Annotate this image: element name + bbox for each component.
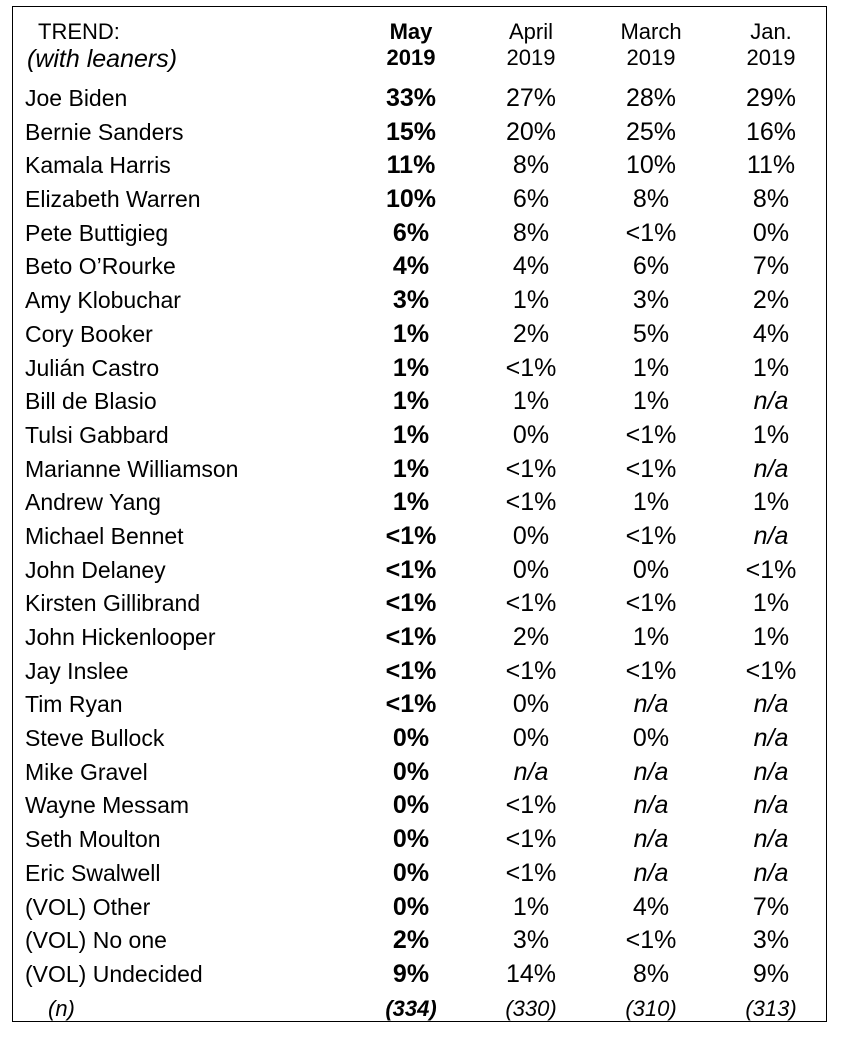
table-cell: 0% [392, 892, 430, 921]
table-cell: 1% [392, 454, 430, 483]
table-cell: 3% [632, 286, 670, 315]
candidate-name: Michael Bennet [25, 522, 184, 549]
column-header-jan [716, 19, 826, 71]
table-row [13, 958, 826, 992]
candidate-name: Pete Buttigieg [25, 219, 169, 246]
table-cell: 0% [392, 825, 430, 854]
table-cell: <1% [385, 690, 437, 719]
trend-subtitle: (with leaners) [27, 45, 178, 73]
column-header-march [596, 19, 706, 71]
table-cell: 0% [392, 757, 430, 786]
candidate-name: John Hickenlooper [25, 624, 216, 650]
table-cell: 1% [392, 420, 430, 449]
column-month: March [620, 19, 682, 44]
candidate-name: (VOL) No one [25, 927, 167, 954]
table-cell: n/a [513, 757, 549, 786]
table-cell: 9% [392, 959, 430, 988]
table-row [13, 82, 826, 116]
candidate-name: Amy Klobuchar [25, 287, 181, 314]
table-cell: 1% [512, 892, 550, 921]
table-cell: 8% [752, 185, 790, 214]
table-cell: 6% [392, 218, 430, 247]
table-cell: <1% [505, 791, 557, 820]
table-cell: 0% [392, 724, 430, 753]
table-cell: 3% [752, 926, 790, 955]
candidate-name: Tim Ryan [25, 691, 123, 718]
table-cell: n/a [753, 858, 789, 887]
table-row [13, 284, 826, 318]
table-header [13, 7, 826, 83]
table-cell: 2% [512, 623, 550, 651]
table-cell: 15% [385, 117, 437, 146]
table-cell: <1% [625, 589, 677, 618]
table-row [13, 722, 826, 756]
table-cell: <1% [505, 589, 557, 618]
table-cell: 2% [752, 286, 790, 315]
sample-size-cell: (330) [505, 995, 557, 1021]
table-row [13, 149, 826, 183]
table-cell: 10% [625, 151, 677, 180]
table-cell: 1% [392, 319, 430, 348]
table-cell: n/a [753, 791, 789, 820]
table-row [13, 823, 826, 857]
column-year: 2019 [626, 45, 676, 70]
table-cell: 25% [625, 117, 677, 146]
table-cell: 2% [392, 926, 430, 955]
table-row [13, 621, 826, 655]
candidate-name: Wayne Messam [25, 792, 190, 819]
table-row [13, 756, 826, 790]
candidate-name: Beto O’Rourke [25, 253, 176, 280]
table-cell: 1% [392, 387, 430, 416]
candidate-name: Mike Gravel [25, 758, 148, 785]
table-cell: <1% [625, 656, 677, 685]
sample-size-cell: (310) [625, 995, 677, 1021]
table-cell: <1% [385, 589, 437, 618]
table-cell: 8% [512, 151, 550, 180]
table-cell: 33% [385, 84, 437, 112]
table-cell: <1% [505, 488, 557, 517]
column-year: 2019 [746, 45, 796, 70]
table-cell: 5% [632, 319, 670, 348]
table-cell: n/a [753, 757, 789, 786]
table-cell: <1% [625, 926, 677, 955]
table-cell: <1% [505, 825, 557, 854]
candidate-name: Bill de Blasio [25, 388, 157, 415]
table-cell: 0% [752, 218, 790, 247]
table-row [13, 655, 826, 689]
candidate-name: Jay Inslee [25, 657, 129, 684]
table-row [13, 924, 826, 958]
column-month: April [508, 19, 553, 44]
table-row [13, 789, 826, 823]
table-cell: 0% [632, 724, 670, 753]
candidate-name: Cory Booker [25, 320, 153, 347]
table-cell: 0% [512, 690, 550, 719]
table-row [13, 419, 826, 453]
table-cell: 0% [392, 791, 430, 820]
table-cell: <1% [505, 353, 557, 382]
candidate-name: Seth Moulton [25, 826, 161, 853]
table-cell: <1% [745, 555, 797, 584]
candidate-name: Kirsten Gillibrand [25, 590, 201, 617]
sample-size-cell: (313) [745, 995, 797, 1021]
table-cell: 4% [632, 892, 670, 921]
table-cell: 0% [512, 420, 550, 449]
table-cell: 0% [632, 555, 670, 584]
candidate-name: Tulsi Gabbard [25, 421, 169, 448]
table-cell: 3% [512, 926, 550, 955]
candidate-name: John Delaney [25, 556, 166, 583]
table-cell: 1% [392, 488, 430, 517]
table-row [13, 250, 826, 284]
table-cell: n/a [753, 724, 789, 753]
table-cell: n/a [753, 825, 789, 854]
candidate-name: Bernie Sanders [25, 118, 184, 145]
table-cell: 0% [512, 724, 550, 753]
table-cell: 8% [632, 959, 670, 988]
table-cell: <1% [505, 656, 557, 685]
table-row [13, 891, 826, 925]
column-month: May [389, 19, 433, 44]
table-cell: 1% [752, 623, 790, 651]
column-year: 2019 [386, 45, 436, 70]
table-cell: 3% [392, 286, 430, 315]
table-row [13, 857, 826, 891]
table-cell: <1% [745, 656, 797, 685]
table-cell: n/a [753, 454, 789, 483]
table-cell: n/a [633, 757, 669, 786]
table-cell: <1% [625, 521, 677, 550]
table-cell: <1% [625, 454, 677, 483]
candidate-name: (VOL) Undecided [25, 960, 203, 987]
column-month: Jan. [750, 19, 792, 44]
table-cell: 1% [752, 488, 790, 517]
candidate-name: Kamala Harris [25, 152, 171, 179]
table-cell: n/a [633, 690, 669, 719]
candidate-name: Andrew Yang [25, 489, 161, 516]
table-cell: 1% [632, 387, 670, 416]
table-cell: 1% [512, 387, 550, 416]
table-row [13, 486, 826, 520]
table-body [13, 82, 826, 1025]
table-cell: 11% [746, 151, 796, 180]
table-cell: 7% [752, 252, 790, 281]
table-cell: 0% [512, 521, 550, 550]
candidate-name: Elizabeth Warren [25, 186, 201, 213]
column-header-may [356, 19, 466, 71]
table-cell: 1% [392, 353, 430, 382]
table-row [13, 217, 826, 251]
table-cell: <1% [385, 521, 437, 550]
table-row [13, 183, 826, 217]
table-cell: 0% [512, 555, 550, 584]
table-cell: 1% [632, 353, 670, 382]
table-row [13, 318, 826, 352]
candidate-name: (VOL) Other [25, 893, 151, 920]
table-cell: <1% [625, 420, 677, 449]
table-cell: 1% [752, 353, 790, 382]
table-cell: 16% [745, 117, 797, 146]
table-row [13, 688, 826, 722]
candidate-name: Steve Bullock [25, 725, 165, 752]
table-cell: n/a [753, 521, 789, 550]
table-row [13, 116, 826, 150]
table-cell: <1% [385, 555, 437, 584]
table-cell: 6% [512, 185, 550, 214]
table-cell: <1% [385, 656, 437, 685]
table-cell: 0% [392, 858, 430, 887]
candidate-name: Julián Castro [25, 354, 160, 381]
table-row [13, 352, 826, 386]
candidate-name: Eric Swalwell [25, 859, 161, 886]
table-cell: 1% [752, 420, 790, 449]
candidate-name: Marianne Williamson [25, 455, 239, 482]
table-cell: 14% [505, 959, 557, 988]
table-cell: 20% [505, 117, 557, 146]
column-year: 2019 [506, 45, 556, 70]
table-row [13, 587, 826, 621]
sample-size-label: (n) [48, 995, 75, 1021]
table-row [13, 385, 826, 419]
table-cell: 29% [745, 84, 797, 112]
table-cell: <1% [505, 858, 557, 887]
table-cell: 4% [752, 319, 790, 348]
table-cell: 11% [386, 151, 436, 180]
table-cell: 1% [512, 286, 550, 315]
table-cell: 8% [512, 218, 550, 247]
sample-size-row [13, 992, 826, 1025]
table-cell: n/a [753, 690, 789, 719]
table-cell: <1% [625, 218, 677, 247]
table-cell: 10% [385, 185, 437, 214]
table-cell: 4% [392, 252, 430, 281]
trend-table [12, 6, 827, 1022]
table-cell: 28% [625, 84, 677, 112]
table-cell: 27% [505, 84, 557, 112]
table-cell: 7% [752, 892, 790, 921]
table-cell: 6% [632, 252, 670, 281]
sample-size-cell: (334) [385, 995, 437, 1021]
table-cell: 1% [632, 488, 670, 517]
candidate-name: Joe Biden [25, 85, 128, 111]
table-cell: n/a [633, 825, 669, 854]
table-cell: n/a [633, 858, 669, 887]
table-row [13, 554, 826, 588]
trend-title: TREND: [38, 19, 120, 44]
table-cell: 2% [512, 319, 550, 348]
table-cell: 4% [512, 252, 550, 281]
table-cell: <1% [505, 454, 557, 483]
table-cell: n/a [753, 387, 789, 416]
table-cell: n/a [633, 791, 669, 820]
table-cell: 1% [632, 623, 670, 651]
table-cell: 8% [632, 185, 670, 214]
column-header-april [476, 19, 586, 71]
table-cell: <1% [385, 623, 437, 651]
table-cell: 1% [752, 589, 790, 618]
table-cell: 9% [752, 959, 790, 988]
table-row [13, 520, 826, 554]
table-row [13, 453, 826, 487]
